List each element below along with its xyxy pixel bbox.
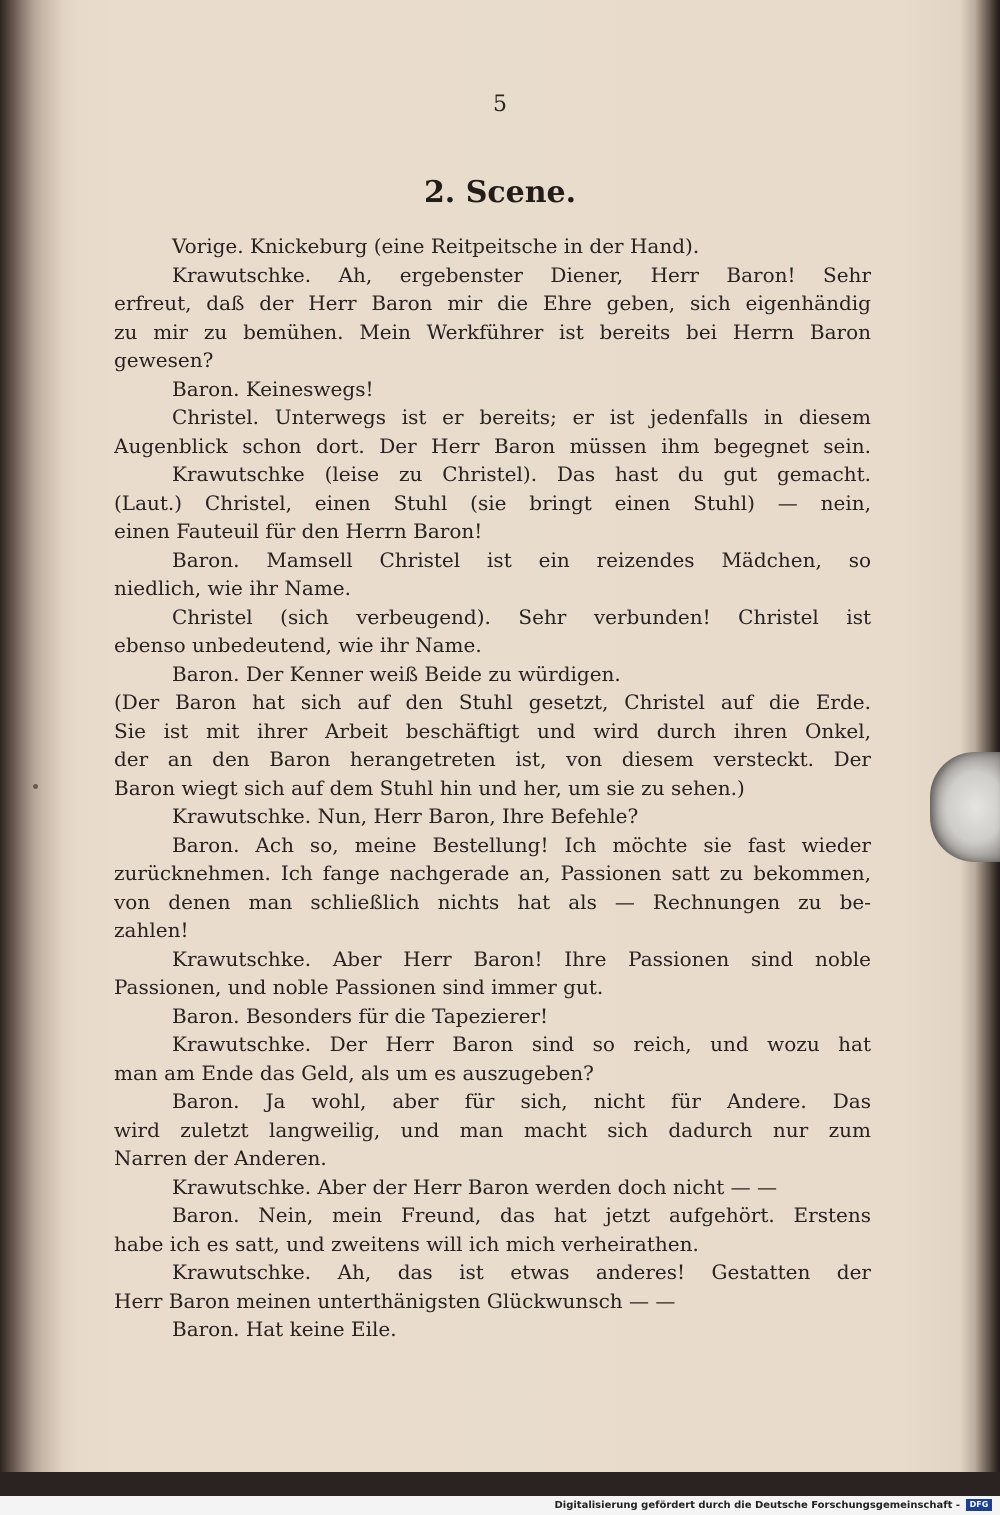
text-line: zurücknehmen. Ich fange nachgerade an, Passionen satt zu bekommen, [114,861,871,885]
text-line: habe ich es satt, und zweitens will ich mich verheirathen. [114,1231,699,1256]
text-line: Krawutschke. Aber Herr Baron! Ihre Passionen sind noble [172,946,871,971]
text-line: Augenblick schon dort. Der Herr Baron müssen ihm begegnet sein. [114,433,871,458]
text-line: Krawutschke. Aber der Herr Baron werden doch nicht — — [172,1174,778,1199]
text-line: Baron. Hat keine Eile. [172,1317,397,1341]
dfg-logo: DFG [966,1499,992,1511]
text-line: Christel (sich verbeugend). Sehr verbunden! Christel ist [172,604,871,629]
text-line: Vorige. Knickeburg (eine Reitpeitsche in der Hand). [172,234,700,258]
text-line: Baron. Mamsell Christel ist ein reizendes Mädchen, so [172,547,871,572]
text-line: Herr Baron meinen unterthänigsten Glückwunsch — — [114,1288,676,1313]
text-line: (Laut.) Christel, einen Stuhl (sie bringt einen Stuhl) — nein, [114,490,871,515]
text-line: Baron. Besonders für die Tapezierer! [172,1003,549,1028]
text-line: zahlen! [114,918,189,942]
stage-direction-line: (Der Baron hat sich auf den Stuhl gesetzt, Christel auf die Erde. [114,690,871,714]
text-line: zu mir zu bemühen. Mein Werkführer ist bereits bei Herrn Baron [114,319,871,344]
stage-direction-line: Sie ist mit ihrer Arbeit beschäftigt und wird durch ihren Onkel, [114,718,871,743]
scan-bottom-edge [0,1472,1000,1496]
text-line: wird zuletzt langweilig, und man macht sich dadurch nur zum [114,1117,871,1142]
text-line: Krawutschke. Ah, das ist etwas anderes! Gestatten der [172,1260,871,1284]
text-line: gewesen? [114,348,214,372]
stage-direction-line: Baron wiegt sich auf dem Stuhl hin und her, um sie zu sehen.) [114,775,745,800]
text-line: Krawutschke. Der Herr Baron sind so reich, und wozu hat [172,1032,871,1056]
text-line: Baron. Nein, mein Freund, das hat jetzt aufgehört. Erstens [172,1203,871,1227]
text-line: Krawutschke. Ah, ergebenster Diener, Herr Baron! Sehr [172,262,871,287]
text-line: Krawutschke. Nun, Herr Baron, Ihre Befehle? [172,804,639,828]
text-line: erfreut, daß der Herr Baron mir die Ehre geben, sich eigenhändig [114,291,871,315]
footer-credit: Digitalisierung gefördert durch die Deutsche Forschungsgemeinschaft - [554,1500,960,1511]
stage-direction-line: der an den Baron herangetreten ist, von diesem versteckt. Der [114,747,871,771]
text-line: von denen man schließlich nichts hat als — Rechnungen zu be- [114,889,871,914]
scene-heading: 2. Scene. [423,175,577,210]
text-line: einen Fauteuil für den Herrn Baron! [114,519,483,543]
ink-speck [33,784,38,789]
text-line: Narren der Anderen. [114,1146,327,1170]
text-line: Baron. Keineswegs! [172,376,374,401]
text-line: Baron. Der Kenner weiß Beide zu würdigen. [172,661,621,686]
text-line: Krawutschke (leise zu Christel). Das hast du gut gemacht. [172,462,871,486]
text-line: Baron. Ach so, meine Bestellung! Ich möchte sie fast wieder [172,832,871,857]
metal-clip [930,752,1000,862]
play-text [114,232,871,1344]
text-line: Christel. Unterwegs ist er bereits; er ist jedenfalls in diesem [172,405,871,429]
page-number: 5 [493,92,507,117]
text-line: niedlich, wie ihr Name. [114,576,351,600]
text-line: ebenso unbedeutend, wie ihr Name. [114,633,482,657]
text-line: Baron. Ja wohl, aber für sich, nicht für Andere. Das [172,1089,871,1113]
text-line: man am Ende das Geld, als um es auszugeben? [114,1060,594,1085]
text-line: Passionen, und noble Passionen sind immer gut. [114,975,604,999]
